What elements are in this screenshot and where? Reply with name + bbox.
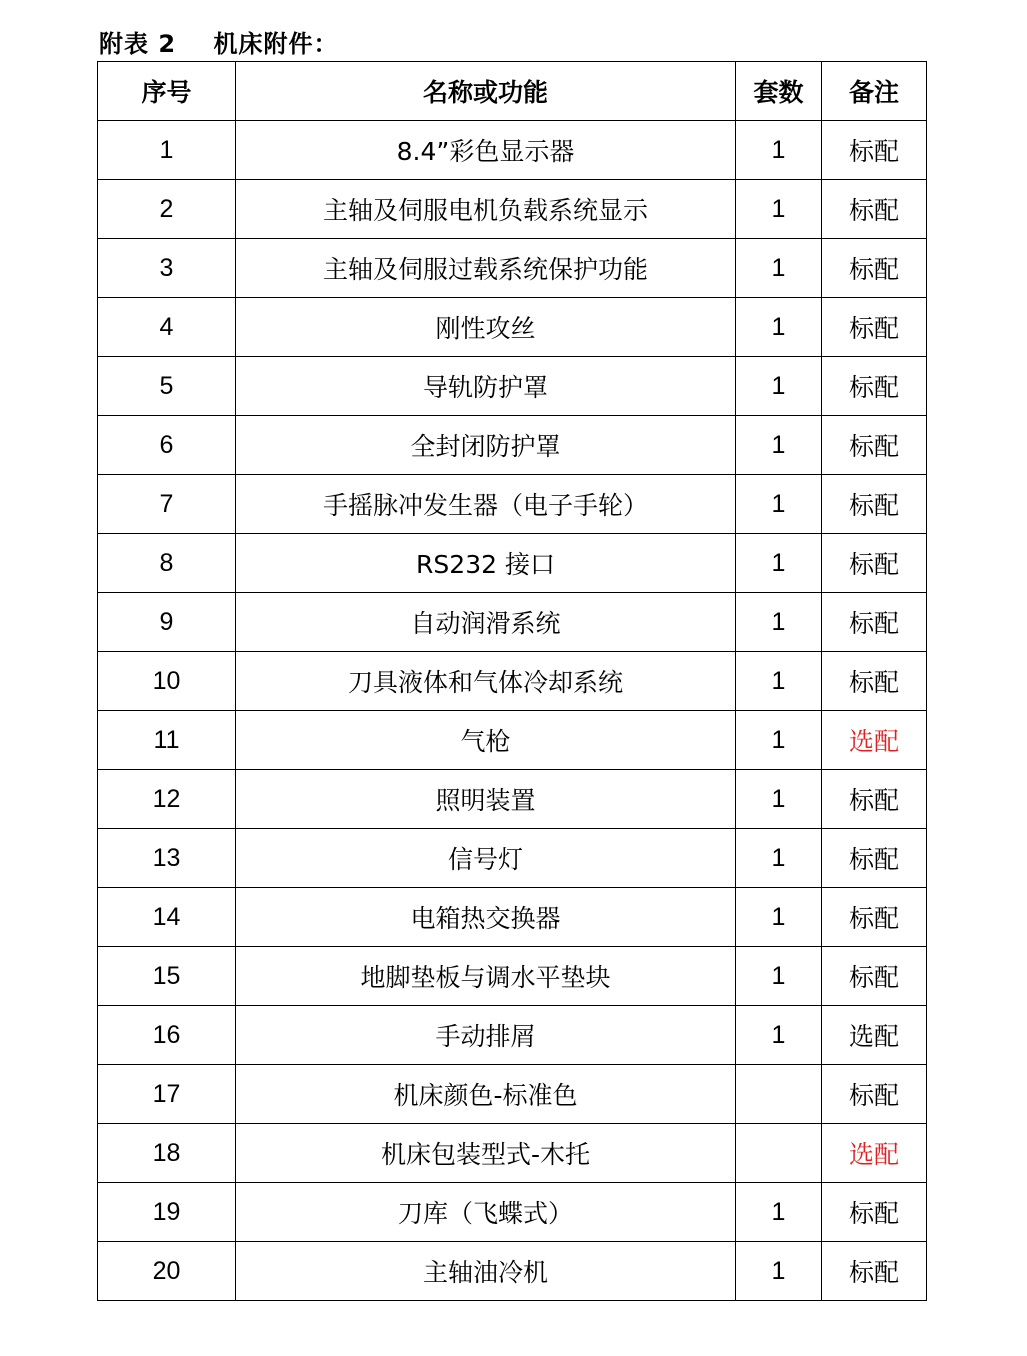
row-index: 9 bbox=[98, 593, 236, 652]
row-index: 14 bbox=[98, 888, 236, 947]
table-row bbox=[98, 1183, 927, 1242]
row-remark: 标配 bbox=[822, 888, 927, 947]
row-index: 3 bbox=[98, 239, 236, 298]
table-row bbox=[98, 711, 927, 770]
row-qty: 1 bbox=[736, 770, 822, 829]
header-index: 序号 bbox=[98, 62, 236, 121]
table-row bbox=[98, 121, 927, 180]
row-index: 4 bbox=[98, 298, 236, 357]
page-title: 附表 2 机床附件： bbox=[99, 30, 339, 58]
row-remark: 标配 bbox=[822, 1065, 927, 1124]
row-remark: 标配 bbox=[822, 239, 927, 298]
table-row bbox=[98, 298, 927, 357]
row-remark: 标配 bbox=[822, 593, 927, 652]
row-name: 主轴油冷机 bbox=[236, 1242, 736, 1301]
accessories-table bbox=[97, 61, 927, 1301]
row-name: 手摇脉冲发生器（电子手轮） bbox=[236, 475, 736, 534]
row-remark: 标配 bbox=[822, 947, 927, 1006]
row-qty: 1 bbox=[736, 298, 822, 357]
row-qty: 1 bbox=[736, 121, 822, 180]
row-qty: 1 bbox=[736, 534, 822, 593]
table-row bbox=[98, 239, 927, 298]
row-remark: 选配 bbox=[822, 711, 927, 770]
row-remark: 标配 bbox=[822, 298, 927, 357]
row-index: 1 bbox=[98, 121, 236, 180]
table-row bbox=[98, 829, 927, 888]
table-row bbox=[98, 1006, 927, 1065]
row-remark: 标配 bbox=[822, 1242, 927, 1301]
table-row bbox=[98, 652, 927, 711]
row-name: RS232 接口 bbox=[236, 534, 736, 593]
row-name: 主轴及伺服电机负载系统显示 bbox=[236, 180, 736, 239]
table-header-row bbox=[98, 62, 927, 121]
row-name: 电箱热交换器 bbox=[236, 888, 736, 947]
row-qty: 1 bbox=[736, 239, 822, 298]
row-name: 8.4”彩色显示器 bbox=[236, 121, 736, 180]
row-name: 自动润滑系统 bbox=[236, 593, 736, 652]
row-qty: 1 bbox=[736, 180, 822, 239]
header-name: 名称或功能 bbox=[236, 62, 736, 121]
row-qty: 1 bbox=[736, 829, 822, 888]
row-index: 7 bbox=[98, 475, 236, 534]
row-index: 8 bbox=[98, 534, 236, 593]
row-name: 刚性攻丝 bbox=[236, 298, 736, 357]
row-index: 12 bbox=[98, 770, 236, 829]
row-remark: 选配 bbox=[822, 1006, 927, 1065]
row-name: 全封闭防护罩 bbox=[236, 416, 736, 475]
row-name: 主轴及伺服过载系统保护功能 bbox=[236, 239, 736, 298]
table-row bbox=[98, 357, 927, 416]
row-qty: 1 bbox=[736, 475, 822, 534]
table-row bbox=[98, 416, 927, 475]
row-remark: 标配 bbox=[822, 770, 927, 829]
table-row bbox=[98, 593, 927, 652]
row-name: 信号灯 bbox=[236, 829, 736, 888]
row-name: 刀具液体和气体冷却系统 bbox=[236, 652, 736, 711]
row-index: 11 bbox=[98, 711, 236, 770]
table-row bbox=[98, 475, 927, 534]
row-qty: 1 bbox=[736, 1183, 822, 1242]
row-qty: 1 bbox=[736, 1242, 822, 1301]
row-index: 2 bbox=[98, 180, 236, 239]
row-remark: 选配 bbox=[822, 1124, 927, 1183]
row-remark: 标配 bbox=[822, 1183, 927, 1242]
row-name: 导轨防护罩 bbox=[236, 357, 736, 416]
row-index: 15 bbox=[98, 947, 236, 1006]
table-row bbox=[98, 1065, 927, 1124]
row-name: 手动排屑 bbox=[236, 1006, 736, 1065]
row-qty: 1 bbox=[736, 947, 822, 1006]
row-remark: 标配 bbox=[822, 357, 927, 416]
row-remark: 标配 bbox=[822, 652, 927, 711]
row-index: 13 bbox=[98, 829, 236, 888]
row-name: 地脚垫板与调水平垫块 bbox=[236, 947, 736, 1006]
row-qty: 1 bbox=[736, 1006, 822, 1065]
row-name: 机床包装型式-木托 bbox=[236, 1124, 736, 1183]
row-name: 刀库（飞蝶式） bbox=[236, 1183, 736, 1242]
header-qty: 套数 bbox=[736, 62, 822, 121]
row-qty: 1 bbox=[736, 711, 822, 770]
row-remark: 标配 bbox=[822, 534, 927, 593]
row-remark: 标配 bbox=[822, 180, 927, 239]
table-body bbox=[98, 121, 927, 1301]
row-index: 5 bbox=[98, 357, 236, 416]
row-qty bbox=[736, 1124, 822, 1183]
row-qty: 1 bbox=[736, 593, 822, 652]
row-index: 20 bbox=[98, 1242, 236, 1301]
row-index: 18 bbox=[98, 1124, 236, 1183]
table-row bbox=[98, 1242, 927, 1301]
table-row bbox=[98, 947, 927, 1006]
row-index: 10 bbox=[98, 652, 236, 711]
row-name: 照明装置 bbox=[236, 770, 736, 829]
row-qty: 1 bbox=[736, 888, 822, 947]
row-index: 17 bbox=[98, 1065, 236, 1124]
row-qty: 1 bbox=[736, 652, 822, 711]
row-index: 19 bbox=[98, 1183, 236, 1242]
row-index: 6 bbox=[98, 416, 236, 475]
row-qty: 1 bbox=[736, 357, 822, 416]
header-remark: 备注 bbox=[822, 62, 927, 121]
row-remark: 标配 bbox=[822, 416, 927, 475]
row-qty: 1 bbox=[736, 416, 822, 475]
table-row bbox=[98, 1124, 927, 1183]
row-index: 16 bbox=[98, 1006, 236, 1065]
table-row bbox=[98, 180, 927, 239]
table-row bbox=[98, 770, 927, 829]
row-qty bbox=[736, 1065, 822, 1124]
row-remark: 标配 bbox=[822, 475, 927, 534]
table-row bbox=[98, 534, 927, 593]
table-row bbox=[98, 888, 927, 947]
row-remark: 标配 bbox=[822, 121, 927, 180]
row-remark: 标配 bbox=[822, 829, 927, 888]
row-name: 气枪 bbox=[236, 711, 736, 770]
row-name: 机床颜色-标准色 bbox=[236, 1065, 736, 1124]
